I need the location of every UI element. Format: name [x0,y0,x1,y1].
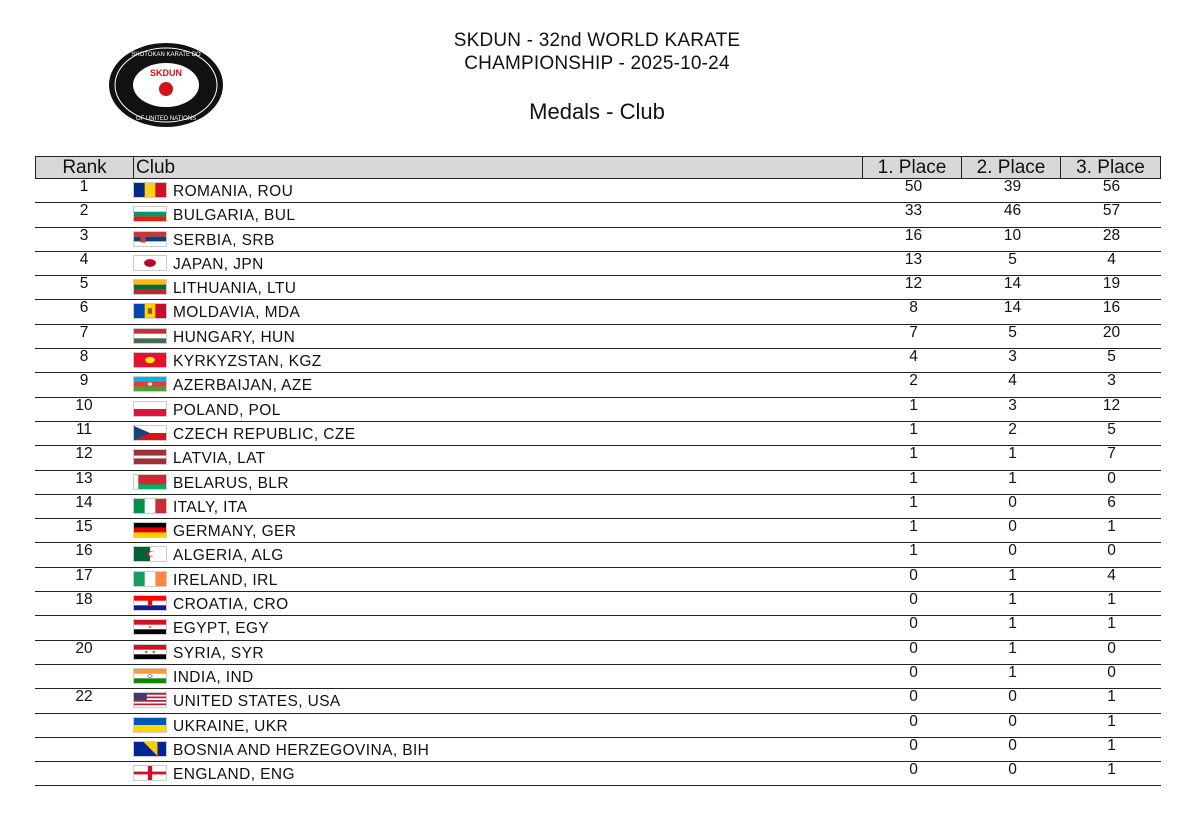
third-place-cell: 1 [1107,712,1116,730]
table-row [35,689,1161,713]
club-name: LATVIA, LAT [173,450,266,468]
rank-cell [35,665,133,688]
club-name: HUNGARY, HUN [173,328,296,346]
club-cell [133,179,864,202]
third-place-cell: 1 [1107,736,1116,754]
club-cell [133,398,864,421]
table-row [35,325,1161,349]
first-place-cell: 33 [904,202,923,220]
rank-cell: 20 [75,639,93,657]
third-place-cell: 0 [1107,469,1116,487]
moldova-flag-icon [133,303,167,319]
first-place-cell: 50 [904,178,923,195]
club-name: IRELAND, IRL [173,571,278,589]
club-name: UKRAINE, UKR [173,717,289,735]
table-row [35,471,1161,495]
skdun-logo [107,42,225,128]
svg-text:SHOTOKAN KARATE DO: SHOTOKAN KARATE DO [131,52,201,58]
third-place-cell: 20 [1102,323,1121,341]
second-place-cell: 14 [1003,299,1022,317]
table-row [35,300,1161,324]
second-place-cell: 0 [1008,736,1017,754]
third-place-cell: 3 [1107,372,1116,390]
club-name: ITALY, ITA [173,498,248,516]
club-cell [133,519,864,542]
club-name: ROMANIA, ROU [173,183,294,200]
rank-cell: 15 [75,518,93,536]
first-place-cell: 1 [909,493,918,511]
club-cell [133,276,864,299]
third-place-cell: 57 [1102,202,1121,220]
second-place-cell: 14 [1003,275,1022,293]
svg-text:SKDUN: SKDUN [149,68,183,78]
first-place-cell: 1 [909,469,918,487]
first-place-cell: 12 [904,275,923,293]
second-place-cell: 39 [1003,178,1022,195]
rank-cell: 22 [75,688,93,706]
table-row [35,422,1161,446]
club-name: GERMANY, GER [173,523,297,541]
club-name: BELARUS, BLR [173,474,289,492]
table-row [35,641,1161,665]
second-place-cell: 1 [1008,445,1017,463]
club-name: SYRIA, SYR [173,644,264,662]
table-row [35,446,1161,470]
club-name: ALGERIA, ALG [173,547,284,565]
second-place-cell: 0 [1008,493,1017,511]
col-header-club: Club [134,157,863,178]
second-place-cell: 46 [1003,202,1022,220]
second-place-cell: 4 [1008,372,1017,390]
serbia-flag-icon [133,231,167,247]
second-place-cell: 1 [1008,639,1017,657]
third-place-cell: 1 [1107,615,1116,633]
second-place-cell: 1 [1008,591,1017,609]
rank-cell: 9 [79,372,89,390]
bulgaria-flag-icon [133,206,167,222]
table-row [35,228,1161,252]
second-place-cell: 1 [1008,469,1017,487]
table-row [35,665,1161,689]
third-place-cell: 1 [1107,591,1116,609]
third-place-cell: 28 [1102,226,1121,244]
first-place-cell: 16 [904,226,923,244]
rank-cell: 4 [79,250,89,268]
third-place-cell: 1 [1107,688,1116,706]
medals-table [35,156,1161,786]
club-cell [133,495,864,518]
club-cell [133,446,864,469]
third-place-cell: 0 [1107,639,1116,657]
rank-cell: 13 [75,469,93,487]
club-name: UNITED STATES, USA [173,693,341,711]
third-place-cell: 4 [1107,566,1116,584]
algeria-flag-icon [133,546,167,562]
club-cell [133,252,864,275]
third-place-cell: 0 [1107,663,1116,681]
romania-flag-icon [133,182,167,198]
third-place-cell: 1 [1107,518,1116,536]
first-place-cell: 8 [909,299,918,317]
kyrgyzstan-flag-icon [133,352,167,368]
table-row [35,276,1161,300]
club-cell [133,641,864,664]
club-name: ENGLAND, ENG [173,766,295,784]
third-place-cell: 56 [1102,178,1121,195]
club-cell [133,762,864,785]
championship-title [397,29,797,75]
first-place-cell: 13 [904,250,923,268]
first-place-cell: 0 [909,761,918,779]
club-name: KYRKYZSTAN, KGZ [173,353,322,371]
club-cell [133,373,864,396]
second-place-cell: 1 [1008,615,1017,633]
third-place-cell: 1 [1107,761,1116,779]
table-row [35,398,1161,422]
club-name: CZECH REPUBLIC, CZE [173,425,356,443]
rank-cell: 8 [79,348,89,366]
club-name: BULGARIA, BUL [173,207,296,225]
club-cell [133,592,864,615]
ireland-flag-icon [133,571,167,587]
italy-flag-icon [133,498,167,514]
azerbaijan-flag-icon [133,376,167,392]
col-header-first-place: 1. Place [863,157,962,178]
table-row [35,495,1161,519]
second-place-cell: 0 [1008,761,1017,779]
third-place-cell: 12 [1102,396,1121,414]
usa-flag-icon [133,692,167,708]
page-subtitle: Medals - Club [529,99,665,124]
rank-cell: 11 [75,420,93,438]
rank-cell: 14 [75,493,93,511]
club-name: SERBIA, SRB [173,231,275,249]
club-cell [133,325,864,348]
club-name: JAPAN, JPN [173,255,264,273]
croatia-flag-icon [133,595,167,611]
club-name: POLAND, POL [173,401,281,419]
japan-flag-icon [133,255,167,271]
club-cell [133,568,864,591]
club-cell [133,543,864,566]
table-row [35,349,1161,373]
club-cell [133,714,864,737]
belarus-flag-icon [133,474,167,490]
second-place-cell: 1 [1008,663,1017,681]
rank-cell: 3 [79,226,89,244]
second-place-cell: 0 [1008,518,1017,536]
first-place-cell: 0 [909,688,918,706]
third-place-cell: 16 [1102,299,1121,317]
first-place-cell: 0 [909,591,918,609]
rank-cell: 16 [75,542,93,560]
club-cell [133,689,864,712]
club-cell [133,665,864,688]
table-row [35,543,1161,567]
table-row [35,616,1161,640]
first-place-cell: 1 [909,445,918,463]
second-place-cell: 5 [1008,250,1017,268]
club-name: BOSNIA AND HERZEGOVINA, BIH [173,741,430,759]
table-row [35,519,1161,543]
rank-cell [35,762,133,785]
bosnia-flag-icon [133,741,167,757]
table-row [35,568,1161,592]
svg-text:OF UNITED NATIONS: OF UNITED NATIONS [135,116,197,122]
rank-cell [35,616,133,639]
first-place-cell: 0 [909,712,918,730]
club-name: INDIA, IND [173,668,254,686]
rank-cell: 5 [79,275,89,293]
second-place-cell: 10 [1003,226,1022,244]
club-name: MOLDAVIA, MDA [173,304,301,322]
club-cell [133,203,864,226]
table-row [35,738,1161,762]
first-place-cell: 0 [909,566,918,584]
col-header-third-place: 3. Place [1076,157,1145,178]
club-name: AZERBAIJAN, AZE [173,377,313,395]
table-row [35,179,1161,203]
latvia-flag-icon [133,449,167,465]
rank-cell [35,738,133,761]
rank-cell: 1 [79,178,89,195]
col-header-second-place: 2. Place [962,157,1061,178]
first-place-cell: 7 [909,323,918,341]
rank-cell: 7 [79,323,89,341]
club-name: EGYPT, EGY [173,620,270,638]
rank-cell: 2 [79,202,89,220]
third-place-cell: 5 [1107,420,1116,438]
india-flag-icon [133,668,167,684]
first-place-cell: 0 [909,639,918,657]
second-place-cell: 5 [1008,323,1017,341]
second-place-cell: 0 [1008,712,1017,730]
table-header [35,156,1161,179]
third-place-cell: 4 [1107,250,1116,268]
second-place-cell: 3 [1008,348,1017,366]
third-place-cell: 6 [1107,493,1116,511]
second-place-cell: 0 [1008,542,1017,560]
table-body [35,179,1161,786]
rank-cell: 10 [75,396,93,414]
title-line-2: CHAMPIONSHIP - 2025-10-24 [464,53,730,74]
club-cell [133,616,864,639]
lithuania-flag-icon [133,279,167,295]
table-row [35,373,1161,397]
club-cell [133,349,864,372]
second-place-cell: 1 [1008,566,1017,584]
second-place-cell: 3 [1008,396,1017,414]
second-place-cell: 2 [1008,420,1017,438]
rank-cell: 12 [75,445,93,463]
third-place-cell: 7 [1107,445,1116,463]
rank-cell: 6 [79,299,89,317]
table-row [35,203,1161,227]
rank-cell: 18 [75,591,93,609]
first-place-cell: 0 [909,663,918,681]
second-place-cell: 0 [1008,688,1017,706]
first-place-cell: 1 [909,542,918,560]
club-name: CROATIA, CRO [173,596,289,614]
table-row [35,762,1161,786]
first-place-cell: 0 [909,615,918,633]
club-cell [133,422,864,445]
club-name: LITHUANIA, LTU [173,280,297,298]
table-row [35,592,1161,616]
third-place-cell: 0 [1107,542,1116,560]
rank-cell: 17 [75,566,93,584]
first-place-cell: 1 [909,518,918,536]
club-cell [133,738,864,761]
egypt-flag-icon [133,619,167,635]
skdun-emblem-icon [107,42,225,128]
club-cell [133,228,864,251]
title-line-1: SKDUN - 32nd WORLD KARATE [453,30,741,51]
third-place-cell: 19 [1102,275,1121,293]
table-row [35,252,1161,276]
first-place-cell: 4 [909,348,918,366]
first-place-cell: 1 [909,396,918,414]
table-row [35,714,1161,738]
first-place-cell: 0 [909,736,918,754]
third-place-cell: 5 [1107,348,1116,366]
club-cell [133,471,864,494]
rank-cell [35,714,133,737]
ukraine-flag-icon [133,717,167,733]
czech-flag-icon [133,425,167,441]
col-header-rank: Rank [36,157,134,178]
poland-flag-icon [133,401,167,417]
england-flag-icon [133,765,167,781]
hungary-flag-icon [133,328,167,344]
first-place-cell: 2 [909,372,918,390]
club-cell [133,300,864,323]
syria-flag-icon [133,644,167,660]
germany-flag-icon [133,522,167,538]
first-place-cell: 1 [909,420,918,438]
